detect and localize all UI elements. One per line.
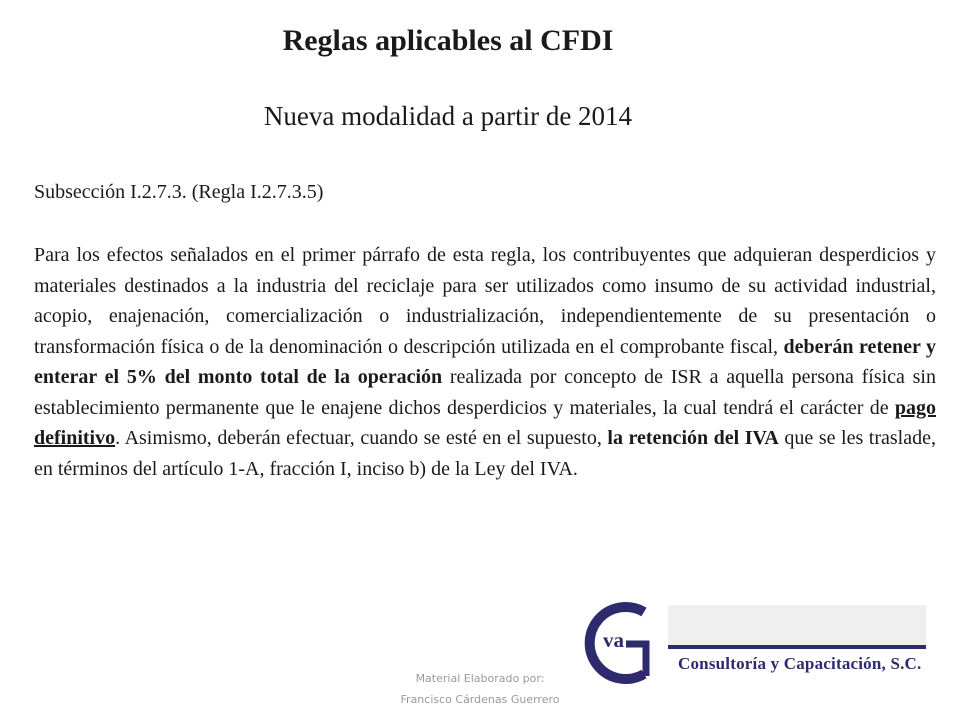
body-paragraph	[34, 240, 936, 484]
slide-subtitle: Nueva modalidad a partir de 2014	[263, 101, 633, 131]
company-logo	[582, 598, 930, 686]
paragraph-text: . Asimismo, deberán efectuar, cuando se esté en el supuesto,	[115, 427, 608, 449]
slide-title: Reglas aplicables al CFDI	[282, 24, 614, 57]
subsection-heading: Subsección I.2.7.3. (Regla I.2.7.3.5)	[34, 181, 324, 203]
emphasis-retention-iva: la retención del IVA	[607, 427, 779, 449]
underlined-text: pago definitivo	[34, 396, 936, 449]
logo-word: va	[603, 628, 624, 652]
author-credit	[360, 668, 600, 710]
emphasis-retention-isr: deberán retener y enterar el 5% del monto total de la operación	[34, 335, 936, 388]
paragraph-text: Para los efectos señalados en el primer párrafo de esta regla, los contribuyentes que adquieran desperdicios y materiales destinados a la industria del reciclaje para ser utilizados como insumo de su actividad industrial, acopio, enajenación, comercialización o industrialización, independientemente de su presentación o transformación física o de la denominación o descripción utilizada en el comprobante fiscal,	[34, 244, 936, 358]
logo-tagline: Consultoría y Capacitación, S.C.	[678, 654, 922, 673]
paragraph-text: realizada por concepto de ISR a aquella persona física sin establecimiento permanente que le enajene dichos desperdicios y materiales, la cual tendrá el carácter de	[34, 366, 936, 419]
paragraph-text: que se les traslade, en términos del artículo 1-A, fracción I, inciso b) de la Ley del IVA.	[34, 427, 936, 480]
credit-line-1: Material Elaborado por:	[415, 672, 545, 685]
credit-line-2: Francisco Cárdenas Guerrero	[400, 693, 560, 706]
